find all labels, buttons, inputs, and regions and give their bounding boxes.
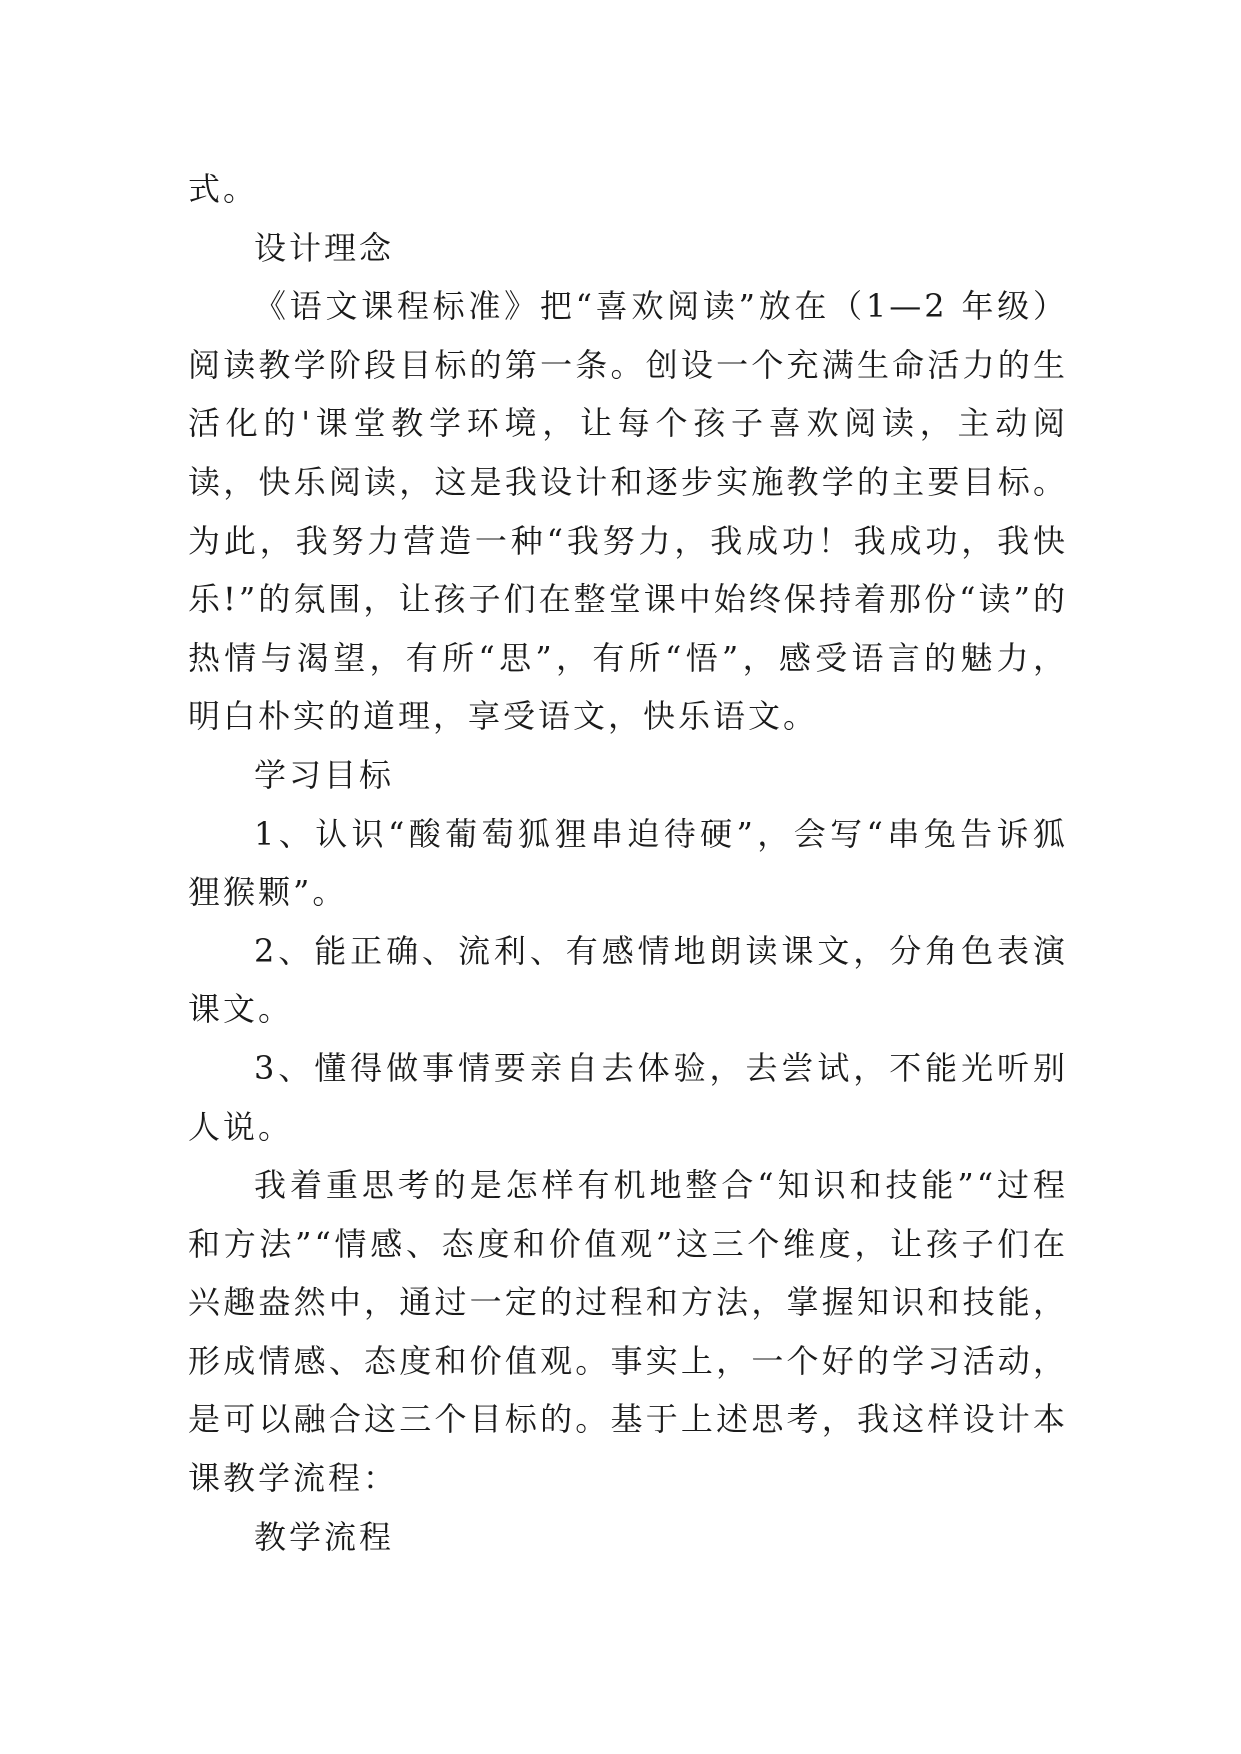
learning-goal-item: 1、认识“酸葡萄狐狸串迫待硬”，会写“串兔告诉狐狸猴颗”。 (188, 814, 1068, 912)
learning-goal-item: 2、能正确、流利、有感情地朗读课文，分角色表演课文。 (188, 931, 1068, 1029)
body-text (188, 160, 1068, 1566)
paragraph-continuation: 式。 (188, 170, 259, 208)
section-heading-design-concept: 设计理念 (254, 228, 395, 267)
section-heading-learning-goals: 学习目标 (254, 755, 395, 794)
learning-goal-item: 3、懂得做事情要亲自去体验，去尝试，不能光听别人说。 (188, 1048, 1068, 1146)
section-heading-teaching-process: 教学流程 (254, 1517, 395, 1556)
paragraph-reflection: 我着重思考的是怎样有机地整合“知识和技能”“过程和方法”“情感、态度和价值观”这三个维度，让孩子们在兴趣盎然中，通过一定的过程和方法，掌握知识和技能，形成情感、态度和价值观。事实上，一个好的学习活动，是可以融合这三个目标的。基于上述思考，我这样设计本课教学流程： (188, 1166, 1068, 1498)
paragraph-design-concept: 《语文课程标准》把“喜欢阅读”放在（1—2 年级）阅读教学阶段目标的第一条。创设一个充满生命活力的生活化的'课堂教学环境，让每个孩子喜欢阅读，主动阅读，快乐阅读，这是我设计和逐步实施教学的主要目标。为此，我努力营造一种“我努力，我成功！我成功，我快乐!”的氛围，让孩子们在整堂课中始终保持着那份“读”的热情与渴望，有所“思”，有所“悟”，感受语言的魅力，明白朴实的道理，享受语文，快乐语文。 (188, 287, 1068, 736)
